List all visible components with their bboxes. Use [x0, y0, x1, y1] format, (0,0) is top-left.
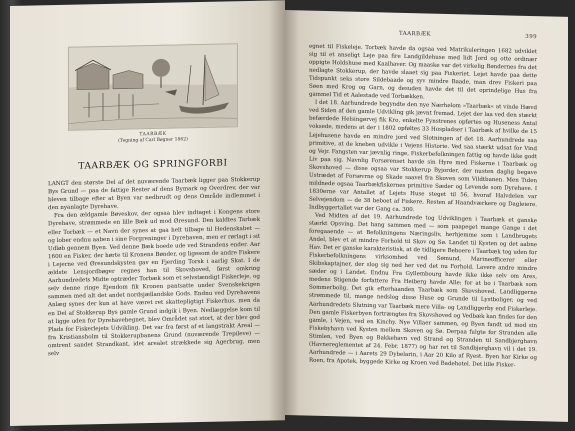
right-paragraph-1: egnet til Fiskeleje. Torbæk havde da ogsaa ved Matrikuleringen 1682 udviklet sig til et anseligt Leje paa fire Landgildehuse med lidt Jord og otte ordinær oppigte Holdshuse med Kaalhaver. Og maaske var det virkelig Bøndernes fra det nedlagte Stokkerup, der havde slaaet sig paa Fiskeriet. Lejet havde paa dette Tidspunkt seks store Sildebaade og syv mindre Baade, man drev Fiskeri paa Søen med Krog og Garn, og desuden havde det til det oprindelige Hus fra gammel Tid et Aalestade ved Torbækken. — [309, 43, 537, 101]
right-paragraph-3: Ved Midten af det 19. Aarhundrede tog Udviklingen i Taarbæk et ganske stærkt Opsving. Det hang sammen med — som paapeget mange Gange i det foregaaende — at Befolkningens Næringsliv, herhjemme som i Landbrugets Andel, blev et at mindre Forhold til Skov og Sø. Landet til Kysten og det aabne Hav. Det er ganske karakteristisk, at de tidligere Beboere i Taarbæk tog uden for Fiskerbefolkningens virksomhed ved Sømund. Marineofficerer eller Skibskaptajner, der slog sig ned her ved det nu Forhold. Lavere andre mindre sæder og i Landet. Endnu Fra Gyllembourg havde ikke ikke selv om Ares, medens Stigende forfattere Fra Heiberg havde Alle; for at bo i Taarbæk som Sommerbolig. Det gik efterhaanden Taarbæk som Skovshoved. Landliggerne strømmede til, mange nedslog disse Huse og Grunde til Lystboliger, og ved Aarhundredets Slutning var Taarbæk mere Villa- og Landliggerby end Fiskerleje. Den gamle Fiskerbyen fortrængtes fra Skovshoved og Vedbæk kan findes for den gamle, i Vejen, ved en Kinchy. Nye Villaer sammen, og Byen fandt ud mod sin Fiskebyhavn ved Kysten mellem Skoven og Sø. Derpaa fulgte for Stranden alle Stimlen, ved Byen og Bakkehavn ved Strand og Stranden til Sandbjerghavn (Havnereglementet af 24. Febr. 1877) og har ret til Sandbjerghavn vil i det 19. Aarhundrede — i Aarets 29 Dybelarin, i Aar 20 Kilo af Ryest. Byen har Kirke og Roen, fra Apotek, byggede Kirke og Kroen ved Badehotel. Det lille Fisker- — [309, 212, 537, 369]
running-header — [309, 29, 537, 41]
section-heading: TAARBÆK OG SPRINGFORBI — [78, 158, 228, 172]
right-page — [285, 10, 568, 422]
left-paragraph-2: Fra den ældgamle Bøveskov, der ogsaa blev indtaget i Kongens store Dyrehave, strømmede en lille Bæk ud mod Øresund. Den kaldtes Tarbæk eller Torbæk — et Navn der synes at gaa helt tilbage til Hedenskabet — og lober endnu aaben i sine Forgreninger i Dyrehaven, men er rørlagt i sit Udløb gennem Byen. Ved denne Bæk boede ude ved Strandens ender. Aar 1600 en Fisker, der hørte til Kronens Bønder, og ligesom de andre Fiskere i Lejerne ved Øresundskysten gav en Fjerding Torsk i aarlig Skat. I de ældste Lensjordbøger regnes han til Skovshoved, først omkring Aarhundredets Midte optræder Torbæk som et selvstændigt Fiskerleje, og selv denne ringe Ejendom fik Kronen pantsatte under Svenskekrigen sammen med alt det andet nordsjællandske Gods. Endnu ved Dyrehavens Anlæg synes der kun at have været ret skattepligtigt Fiskerhus, men da en Del af Stokkerup Bys gamle Grund indgik i Byen. Nedlæggelse kom til at ligge uden for Dyrehavehegnet, blev Området sat stort, at der blev god Plads for Fiskerlejets Udvikling. Det var fra først af et langstrakt Areal — fra Kristiansholm til Stokkerupbanens Grund (nuværende Trepileve) — omtrent sandet Strandkant, idet arealet strækkede sig Agerbrug, men selv — [48, 209, 260, 358]
caption-title: TAARBÆK — [139, 131, 167, 138]
left-body-text — [48, 176, 260, 359]
page-number: 399 — [525, 33, 537, 41]
left-paragraph-1: LANGT den største Del af det nuværende Taarbæk ligger paa Stokkerup Bys Grund — paa de fattige Rester af dens Bymark og Overdrev, der var bleven tilbage efter at Byen var nedbrudt og dens Område indlemmet i den nyanlagte Dyrehave. — [48, 176, 260, 212]
running-title: TAARBÆK — [399, 30, 431, 38]
caption-credit: (Tegning af Carl Bøgner 1862) — [118, 137, 188, 144]
figure-caption — [48, 130, 258, 146]
taarbaek-drawing — [68, 43, 238, 131]
right-paragraph-2: I det 18. Aarhundrede begyndte den nye Nærhelom »Taarbæk« at vinde Hævd ved Siden af den gamle Udvikling gik jævnt fremad. Lejet der laa ved den stærkt befærdede Helsingørvej fik Kro, enkelte Fynstrenes opførtes og Huseness Antal voksede, medens at der i 1802 opføltes 33 Hospladser i Taarbæk af hvilke de 15 Lejehusene havde en mindre jord ved Slotningen af det 18. Aarhundrede saa primitive, at de kneben udvikle i Vejens Historie. Ved saa stærkt udsat for Vind og Vejr. Fangsten var jævnlig ringe, Fiskerbefolkningen fattig og havde ikke godt Liv paa sig. Navnlig Forsørenset havde sin Hyre med Fiskerne i Taarbæk og Skovshoved — disse ogsaa var Stokkerup Byjorder, der nusten daglig begave Ustrædet af Forsøvrne og Skade saavel fra Skoven som Vildtbanen. Men Tiden mildnede ogsaa Taarbækfiskernes primitive Sæder og Levende som Dyrehave. I 1830erne var Antallet af Lejets Huse steget til 56, hvoraf Halvdelen var Selvejendom — de 38 beboet af Fiskere, Resten af Haandværkere og Dagleiere. Indbyggertallet var der Gang ca. 300. — [309, 100, 537, 214]
harbor-sketch-illustration — [69, 44, 237, 130]
left-page — [10, 0, 285, 426]
right-body-text — [309, 43, 537, 370]
